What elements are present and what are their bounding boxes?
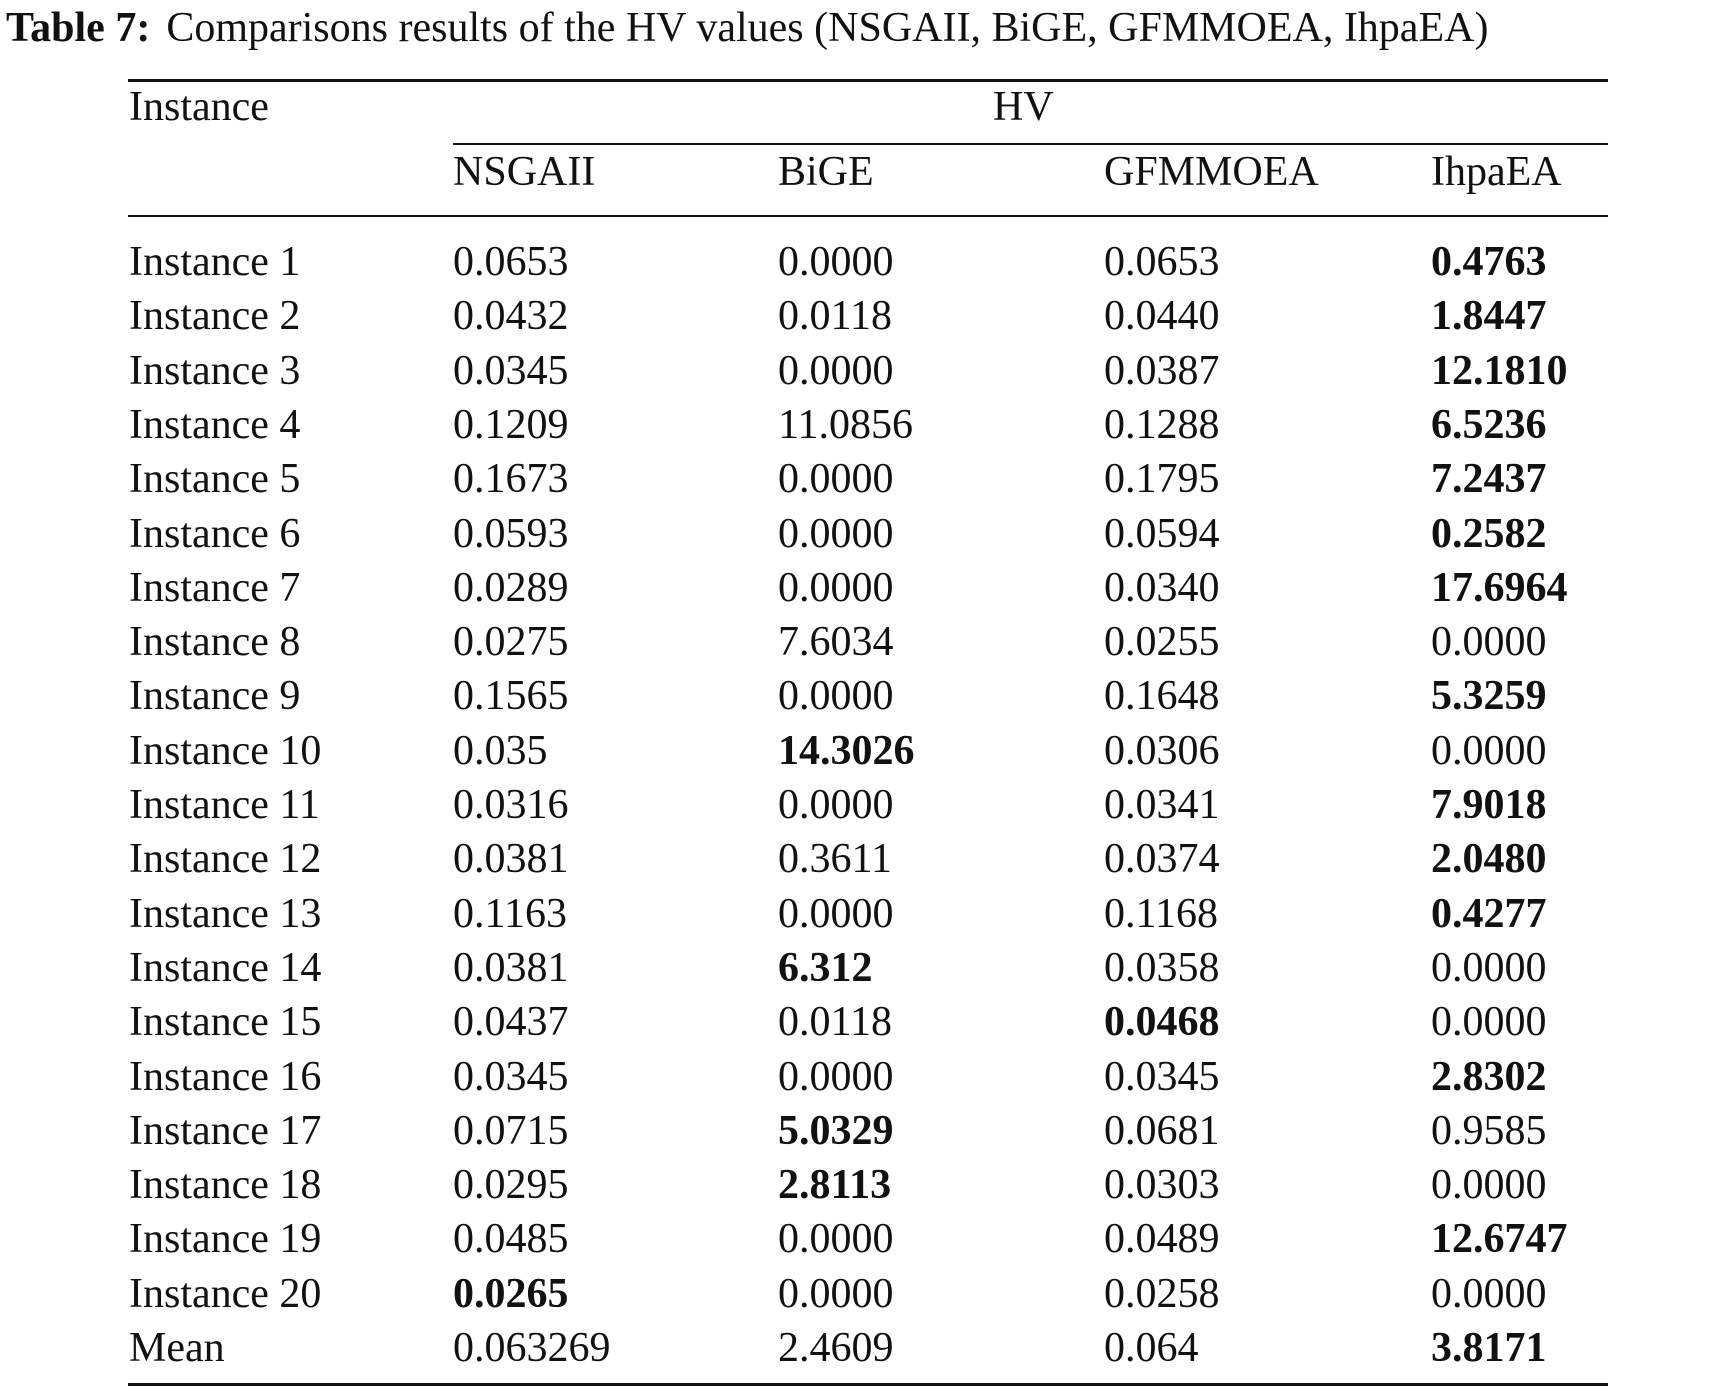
table-cell: 0.0485 [453,1216,569,1262]
row-instance-label: Instance 2 [129,293,301,339]
table-cell: 0.0000 [778,565,894,611]
table-cell: 0.0000 [778,511,894,557]
row-instance-label: Instance 13 [129,891,322,937]
table-cell: 0.0387 [1104,348,1220,394]
mean-row-label: Mean [129,1325,225,1371]
table-cell: 0.0681 [1104,1108,1220,1154]
table-cell: 0.0000 [1431,1162,1547,1208]
hv-group-header: HV [993,84,1054,130]
table-cell: 17.6964 [1431,565,1568,611]
table-cell: 0.063269 [453,1325,611,1371]
row-instance-label: Instance 12 [129,836,322,882]
table-cell: 0.1795 [1104,456,1220,502]
bottom-rule [128,1383,1608,1386]
row-instance-label: Instance 18 [129,1162,322,1208]
table-cell: 0.0255 [1104,619,1220,665]
table-cell: 0.0000 [778,673,894,719]
table-cell: 0.0306 [1104,728,1220,774]
table-cell: 0.3611 [778,836,892,882]
table-cell: 0.0275 [453,619,569,665]
table-cell: 0.0594 [1104,511,1220,557]
instance-column-header: Instance [129,84,269,130]
row-instance-label: Instance 11 [129,782,320,828]
row-instance-label: Instance 14 [129,945,322,991]
table-cell: 0.0000 [1431,1271,1547,1317]
table-cell: 0.1565 [453,673,569,719]
table-cell: 2.8113 [778,1162,892,1208]
table-cell: 6.312 [778,945,873,991]
table-cell: 0.0000 [1431,728,1547,774]
table-cell: 0.064 [1104,1325,1199,1371]
table-cell: 2.8302 [1431,1054,1547,1100]
table-cell: 0.0345 [453,1054,569,1100]
table-cell: 0.0432 [453,293,569,339]
row-instance-label: Instance 17 [129,1108,322,1154]
table-cell: 0.0000 [778,348,894,394]
table-cell: 0.0000 [778,1271,894,1317]
table-cell: 0.0000 [778,1054,894,1100]
table-cell: 2.0480 [1431,836,1547,882]
table-cell: 0.0118 [778,293,892,339]
row-instance-label: Instance 3 [129,348,301,394]
table-caption [6,0,1733,56]
table-cell: 12.1810 [1431,348,1568,394]
row-instance-label: Instance 1 [129,239,301,285]
table-cell: 0.0653 [1104,239,1220,285]
table-cell: 0.0489 [1104,1216,1220,1262]
table-cell: 1.8447 [1431,293,1547,339]
table-cell: 0.0715 [453,1108,569,1154]
table-cell: 0.0381 [453,945,569,991]
table-cell: 0.1288 [1104,402,1220,448]
table-cell: 7.2437 [1431,456,1547,502]
table-cell: 0.0345 [1104,1054,1220,1100]
column-header-bige: BiGE [778,149,874,195]
table-cell: 0.1673 [453,456,569,502]
table-cell: 0.1168 [1104,891,1218,937]
row-instance-label: Instance 5 [129,456,301,502]
table-cell: 6.5236 [1431,402,1547,448]
table-cell: 0.0340 [1104,565,1220,611]
column-header-ihpaea: IhpaEA [1431,149,1562,195]
table-cell: 0.0345 [453,348,569,394]
table-cell: 0.0000 [778,891,894,937]
table-cell: 0.0341 [1104,782,1220,828]
row-instance-label: Instance 20 [129,1271,322,1317]
table-cell: 0.035 [453,728,548,774]
table-cell: 0.0440 [1104,293,1220,339]
caption-label: Table 7: [6,5,151,51]
table-cell: 0.4763 [1431,239,1547,285]
caption-title: Comparisons results of the HV values (NSGAII, BiGE, GFMMOEA, IhpaEA) [166,5,1489,51]
row-instance-label: Instance 19 [129,1216,322,1262]
table-cell: 0.0118 [778,999,892,1045]
table-cell: 0.4277 [1431,891,1547,937]
row-instance-label: Instance 8 [129,619,301,665]
table-cell: 5.3259 [1431,673,1547,719]
table-cell: 0.0374 [1104,836,1220,882]
row-instance-label: Instance 10 [129,728,322,774]
table-cell: 0.0303 [1104,1162,1220,1208]
table-cell: 0.9585 [1431,1108,1547,1154]
table-cell: 12.6747 [1431,1216,1568,1262]
row-instance-label: Instance 4 [129,402,301,448]
column-header-nsgaii: NSGAII [453,149,596,195]
table-cell: 0.0000 [1431,619,1547,665]
table-cell: 0.0265 [453,1271,569,1317]
table-cell: 0.0468 [1104,999,1220,1045]
header-rule [128,215,1608,217]
table-cell: 0.0000 [778,456,894,502]
table-cell: 14.3026 [778,728,915,774]
table-cell: 0.0258 [1104,1271,1220,1317]
table-cell: 3.8171 [1431,1325,1547,1371]
table-cell: 0.2582 [1431,511,1547,557]
table-cell: 0.0000 [778,239,894,285]
table-cell: 0.1163 [453,891,567,937]
row-instance-label: Instance 6 [129,511,301,557]
table-cell: 2.4609 [778,1325,894,1371]
table-cell: 7.9018 [1431,782,1547,828]
table-cell: 0.1648 [1104,673,1220,719]
table-cell: 0.0289 [453,565,569,611]
table-cell: 0.1209 [453,402,569,448]
table-cell: 0.0000 [778,782,894,828]
table-cell: 0.0437 [453,999,569,1045]
row-instance-label: Instance 16 [129,1054,322,1100]
table-cell: 5.0329 [778,1108,894,1154]
table-cell: 11.0856 [778,402,913,448]
row-instance-label: Instance 15 [129,999,322,1045]
table-cell: 0.0295 [453,1162,569,1208]
table-cell: 0.0316 [453,782,569,828]
table-cell: 0.0593 [453,511,569,557]
table-cell: 0.0000 [1431,999,1547,1045]
column-header-gfmmoea: GFMMOEA [1104,149,1319,195]
table-cell: 0.0381 [453,836,569,882]
table-cell: 0.0000 [1431,945,1547,991]
row-instance-label: Instance 9 [129,673,301,719]
table-cell: 7.6034 [778,619,894,665]
table-cell: 0.0653 [453,239,569,285]
top-rule [128,79,1608,82]
table-cell: 0.0000 [778,1216,894,1262]
row-instance-label: Instance 7 [129,565,301,611]
table-cell: 0.0358 [1104,945,1220,991]
